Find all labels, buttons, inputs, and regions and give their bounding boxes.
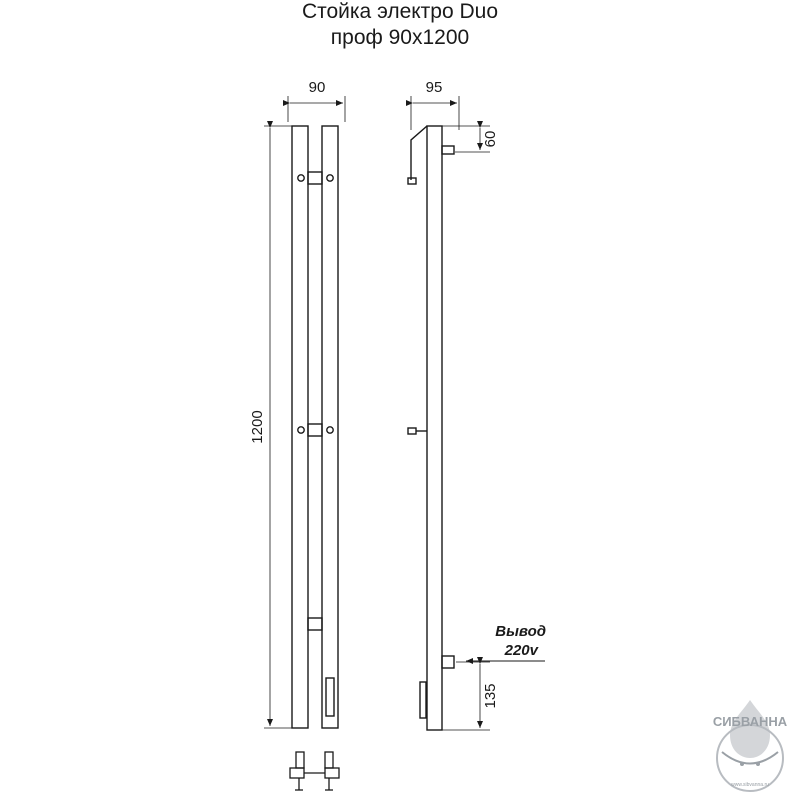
front-middle-bracket xyxy=(298,424,333,436)
bottom-plan-view xyxy=(290,752,339,790)
front-height-dimension xyxy=(264,126,292,728)
title-line-1: Стойка электро Duo xyxy=(301,0,499,23)
brand-url: www.sibvanna.ru xyxy=(731,782,769,788)
brand-logo xyxy=(713,700,788,791)
front-width-dimension xyxy=(288,96,345,122)
side-bracket-label: 60 xyxy=(482,130,499,148)
title-line-2: проф 90x1200 xyxy=(330,26,470,49)
front-view xyxy=(264,96,345,728)
front-upper-bracket xyxy=(298,172,333,184)
side-depth-label: 95 xyxy=(425,79,443,96)
front-control-block xyxy=(326,678,334,716)
side-main-tube xyxy=(427,126,442,730)
outlet-label-line-1: Вывод xyxy=(495,623,546,640)
side-middle-holder xyxy=(408,428,427,434)
brand-name: СИБВАННА xyxy=(712,714,788,729)
side-depth-dimension xyxy=(411,96,459,130)
side-bottom-label: 135 xyxy=(482,683,499,709)
front-width-label: 90 xyxy=(308,79,326,96)
side-bottom-outlet xyxy=(442,656,454,668)
side-top-holder xyxy=(408,126,454,184)
outlet-label-line-2: 220v xyxy=(504,642,538,659)
front-lower-connector xyxy=(308,618,322,630)
front-height-label: 1200 xyxy=(249,410,266,444)
side-control-block xyxy=(420,682,426,718)
